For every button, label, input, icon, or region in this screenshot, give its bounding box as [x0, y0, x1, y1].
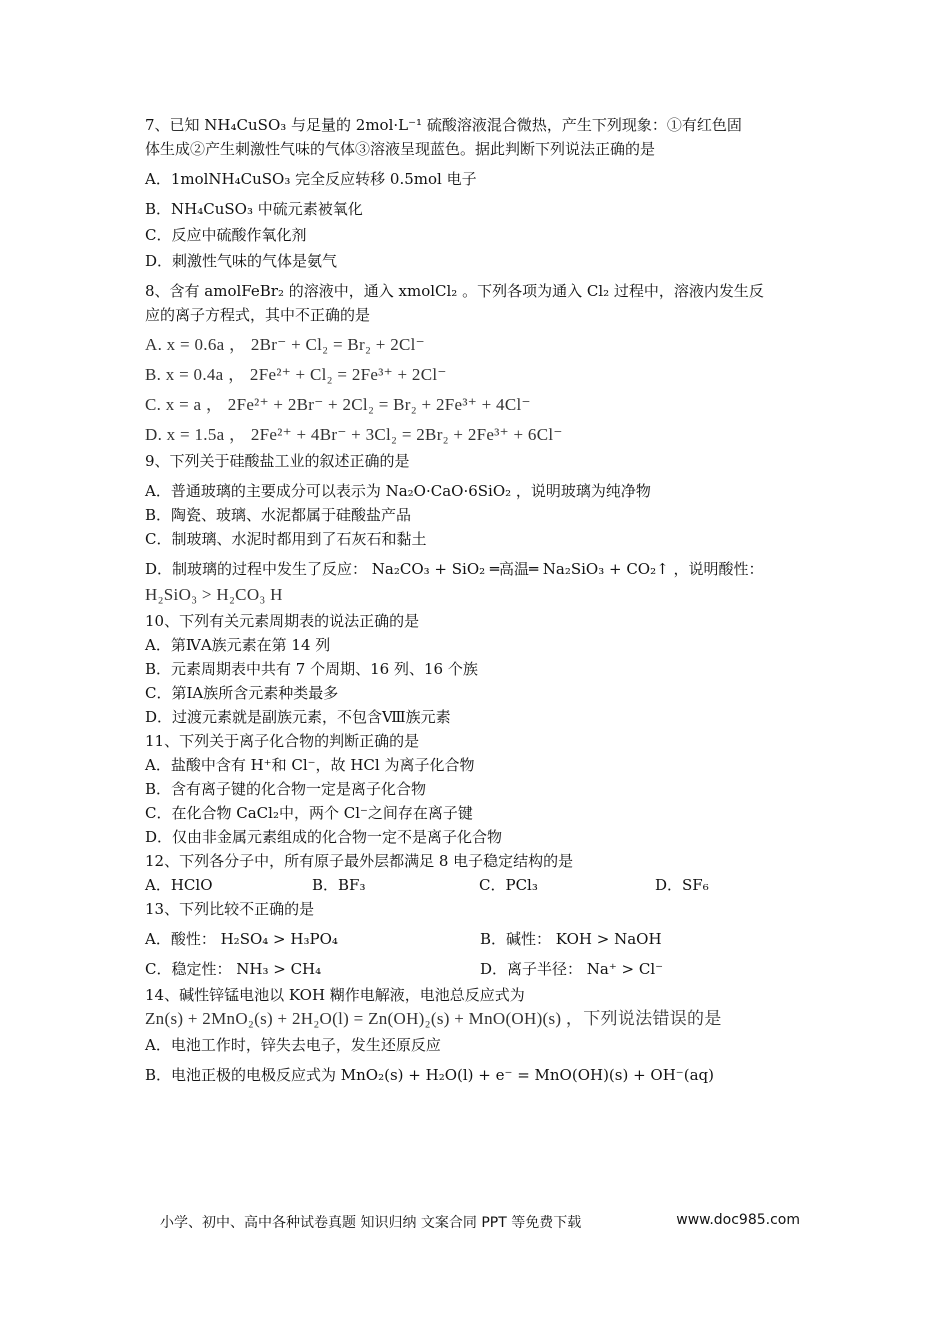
q13-options-row1: [145, 929, 815, 949]
q7-stem-line2: 体生成②产生刺激性气味的气体③溶液呈现蓝色。据此判断下列说法正确的是: [145, 140, 656, 158]
q9-option-d-line1: D．制玻璃的过程中发生了反应： Na₂CO₃ + SiO₂ ═高温═ Na₂SiO₃ + CO₂↑ ，说明酸性：: [145, 560, 764, 578]
footer-website-link[interactable]: www.doc985.com: [676, 1212, 800, 1228]
question-8: [145, 281, 815, 445]
q14-option-a: A．电池工作时，锌失去电子，发生还原反应: [145, 1036, 441, 1054]
q13-option-a: A．酸性： H₂SO₄ > H₃PO₄: [145, 930, 338, 948]
question-13: [145, 899, 815, 979]
q8-stem-line2: 应的离子方程式，其中不正确的是: [145, 306, 371, 324]
q13-option-c: C．稳定性： NH₃ > CH₄: [145, 960, 322, 978]
q12-option-d: D．SF₆: [655, 876, 709, 894]
q8-option-a: A. x = 0.6a ， 2Br⁻ + Cl₂ = Br₂ + 2Cl⁻: [145, 335, 425, 354]
question-11: [145, 731, 815, 847]
q7-option-d: D．刺激性气味的气体是氨气: [145, 252, 338, 270]
q14-option-b: B．电池正极的电极反应式为 MnO₂(s) + H₂O(l) + e⁻ = MnO(OH)(s) + OH⁻(aq): [145, 1066, 714, 1084]
q9-stem: 9、下列关于硅酸盐工业的叙述正确的是: [145, 452, 410, 470]
q11-option-c: C．在化合物 CaCl₂中，两个 Cl⁻之间存在离子键: [145, 804, 473, 822]
q13-option-b: B．碱性： KOH > NaOH: [480, 930, 662, 948]
q13-option-d: D．离子半径： Na⁺ > Cl⁻: [480, 960, 664, 978]
q10-stem: 10、下列有关元素周期表的说法正确的是: [145, 612, 420, 630]
q10-option-b: B．元素周期表中共有 7 个周期、16 列、16 个族: [145, 660, 478, 678]
question-12: [145, 851, 815, 895]
q7-stem-line1: 7、已知 NH₄CuSO₃ 与足量的 2mol·L⁻¹ 硫酸溶液混合微热，产生下列现象：①有红色固: [145, 116, 742, 134]
q9-option-b: B．陶瓷、玻璃、水泥都属于硅酸盐产品: [145, 506, 412, 524]
q11-stem: 11、下列关于离子化合物的判断正确的是: [145, 732, 420, 750]
q13-stem: 13、下列比较不正确的是: [145, 900, 315, 918]
footer: [160, 1212, 800, 1232]
q7-option-c: C．反应中硫酸作氧化剂: [145, 226, 307, 244]
q10-option-c: C．第ⅠA族所含元素种类最多: [145, 684, 339, 702]
q10-option-d: D．过渡元素就是副族元素，不包含Ⅷ族元素: [145, 708, 451, 726]
question-14: [145, 985, 815, 1085]
q13-options-row2: [145, 959, 815, 979]
q7-option-a: A．1molNH₄CuSO₃ 完全反应转移 0.5mol 电子: [145, 170, 477, 188]
q14-stem-line1: 14、碱性锌锰电池以 KOH 糊作电解液，电池总反应式为: [145, 986, 525, 1004]
q12-option-c: C．PCl₃: [479, 876, 538, 894]
q11-option-b: B．含有离子键的化合物一定是离子化合物: [145, 780, 427, 798]
q11-option-a: A．盐酸中含有 H⁺和 Cl⁻，故 HCl 为离子化合物: [145, 756, 475, 774]
exam-content: [145, 115, 815, 1085]
q7-option-b: B．NH₄CuSO₃ 中硫元素被氧化: [145, 200, 363, 218]
q12-option-b: B．BF₃: [312, 876, 366, 894]
q14-stem-line2: Zn(s) + 2MnO₂(s) + 2H₂O(l) = Zn(OH)₂(s) + MnO(OH)(s) ，下列说法错误的是: [145, 1009, 722, 1028]
q12-option-a: A．HClO: [145, 876, 213, 894]
q12-stem: 12、下列各分子中，所有原子最外层都满足 8 电子稳定结构的是: [145, 852, 574, 870]
q8-stem-line1: 8、含有 amolFeBr₂ 的溶液中，通入 xmolCl₂ 。下列各项为通入 Cl₂ 过程中，溶液内发生反: [145, 282, 764, 300]
question-9: [145, 451, 815, 605]
q8-option-d: D. x = 1.5a ， 2Fe²⁺ + 4Br⁻ + 3Cl₂ = 2Br₂ + 2Fe³⁺ + 6Cl⁻: [145, 425, 563, 444]
question-7: [145, 115, 815, 271]
question-10: [145, 611, 815, 727]
q10-option-a: A．第ⅣA族元素在第 14 列: [145, 636, 331, 654]
q12-options: [145, 875, 815, 895]
footer-promo-text: 小学、初中、高中各种试卷真题 知识归纳 文案合同 PPT 等免费下载: [160, 1215, 582, 1231]
q8-option-b: B. x = 0.4a ， 2Fe²⁺ + Cl₂ = 2Fe³⁺ + 2Cl⁻: [145, 365, 447, 384]
q8-option-c: C. x = a ， 2Fe²⁺ + 2Br⁻ + 2Cl₂ = Br₂ + 2Fe³⁺ + 4Cl⁻: [145, 395, 531, 414]
q11-option-d: D．仅由非金属元素组成的化合物一定不是离子化合物: [145, 828, 503, 846]
q9-option-a: A．普通玻璃的主要成分可以表示为 Na₂O·CaO·6SiO₂ ，说明玻璃为纯净物: [145, 482, 651, 500]
q9-option-c: C．制玻璃、水泥时都用到了石灰石和黏土: [145, 530, 427, 548]
q9-option-d-line2: H₂SiO₃ > H₂CO₃ H: [145, 585, 283, 604]
